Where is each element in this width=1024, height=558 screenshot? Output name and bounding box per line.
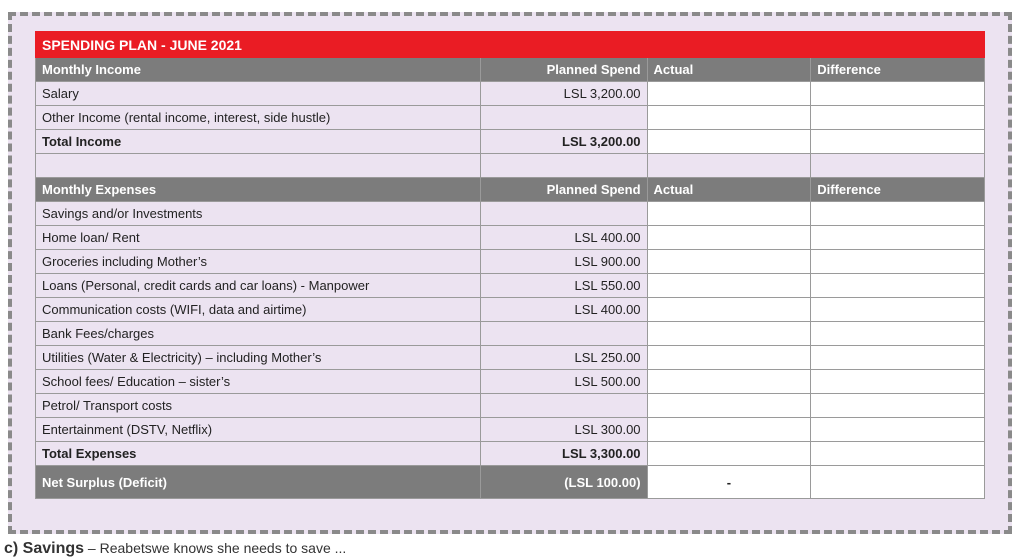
row-actual [647, 346, 811, 370]
row-actual [647, 202, 811, 226]
row-actual [647, 394, 811, 418]
total-expenses-row [36, 442, 985, 466]
total-income-planned: LSL 3,200.00 [480, 130, 647, 154]
table-row [36, 274, 985, 298]
row-planned: LSL 900.00 [480, 250, 647, 274]
row-label: Loans (Personal, credit cards and car loans) - Manpower [36, 274, 481, 298]
row-actual [647, 418, 811, 442]
income-header-label: Monthly Income [36, 58, 481, 82]
row-planned: LSL 250.00 [480, 346, 647, 370]
table-row [36, 226, 985, 250]
table-row [36, 418, 985, 442]
row-difference [811, 298, 985, 322]
row-label: Communication costs (WIFI, data and airtime) [36, 298, 481, 322]
row-actual [647, 370, 811, 394]
row-label: Entertainment (DSTV, Netflix) [36, 418, 481, 442]
row-actual [647, 106, 811, 130]
row-planned [480, 322, 647, 346]
row-planned: LSL 400.00 [480, 298, 647, 322]
row-label: Other Income (rental income, interest, side hustle) [36, 106, 481, 130]
row-actual [647, 82, 811, 106]
row-actual [647, 274, 811, 298]
table-row [36, 250, 985, 274]
row-difference [811, 106, 985, 130]
row-actual [647, 322, 811, 346]
row-actual [647, 226, 811, 250]
expenses-header-planned: Planned Spend [480, 178, 647, 202]
expenses-header-actual: Actual [647, 178, 811, 202]
total-income-row [36, 130, 985, 154]
table-row [36, 370, 985, 394]
income-header-planned: Planned Spend [480, 58, 647, 82]
table-row [36, 346, 985, 370]
total-expenses-label: Total Expenses [36, 442, 481, 466]
table-row [36, 298, 985, 322]
net-surplus-difference [811, 466, 985, 499]
row-label: Utilities (Water & Electricity) – including Mother’s [36, 346, 481, 370]
row-actual [647, 130, 811, 154]
row-label: Home loan/ Rent [36, 226, 481, 250]
net-surplus-actual: - [647, 466, 811, 499]
row-difference [811, 82, 985, 106]
net-surplus-planned: (LSL 100.00) [480, 466, 647, 499]
row-difference [811, 322, 985, 346]
table-row [36, 202, 985, 226]
row-difference [811, 418, 985, 442]
expenses-header-row [36, 178, 985, 202]
row-planned: LSL 500.00 [480, 370, 647, 394]
total-income-label: Total Income [36, 130, 481, 154]
table-row [36, 82, 985, 106]
row-planned [480, 394, 647, 418]
income-header-difference: Difference [811, 58, 985, 82]
row-planned: LSL 550.00 [480, 274, 647, 298]
row-planned: LSL 3,200.00 [480, 82, 647, 106]
row-difference [811, 442, 985, 466]
table-row [36, 394, 985, 418]
row-actual [647, 442, 811, 466]
net-surplus-row [36, 466, 985, 499]
row-planned [480, 202, 647, 226]
table-title: SPENDING PLAN - JUNE 2021 [36, 32, 985, 58]
expenses-header-difference: Difference [811, 178, 985, 202]
income-header-actual: Actual [647, 58, 811, 82]
net-surplus-label: Net Surplus (Deficit) [36, 466, 481, 499]
footer-lead: c) Savings [4, 540, 85, 557]
table-row [36, 322, 985, 346]
expenses-header-label: Monthly Expenses [36, 178, 481, 202]
row-label: Petrol/ Transport costs [36, 394, 481, 418]
income-header-row [36, 58, 985, 82]
footer-body: – Reabetswe knows she needs to save ... [87, 540, 347, 556]
spacer-row [36, 154, 985, 178]
title-row [36, 32, 985, 58]
row-difference [811, 202, 985, 226]
row-label: Groceries including Mother’s [36, 250, 481, 274]
row-label: Salary [36, 82, 481, 106]
row-difference [811, 274, 985, 298]
row-label: School fees/ Education – sister’s [36, 370, 481, 394]
row-difference [811, 226, 985, 250]
row-planned: LSL 400.00 [480, 226, 647, 250]
row-planned: LSL 300.00 [480, 418, 647, 442]
spending-plan-table [35, 31, 985, 499]
row-difference [811, 370, 985, 394]
row-difference [811, 250, 985, 274]
total-expenses-planned: LSL 3,300.00 [480, 442, 647, 466]
row-label: Bank Fees/charges [36, 322, 481, 346]
row-difference [811, 346, 985, 370]
footer-caption [4, 540, 346, 558]
row-difference [811, 394, 985, 418]
row-difference [811, 130, 985, 154]
row-label: Savings and/or Investments [36, 202, 481, 226]
row-actual [647, 298, 811, 322]
table-row [36, 106, 985, 130]
row-actual [647, 250, 811, 274]
row-planned [480, 106, 647, 130]
